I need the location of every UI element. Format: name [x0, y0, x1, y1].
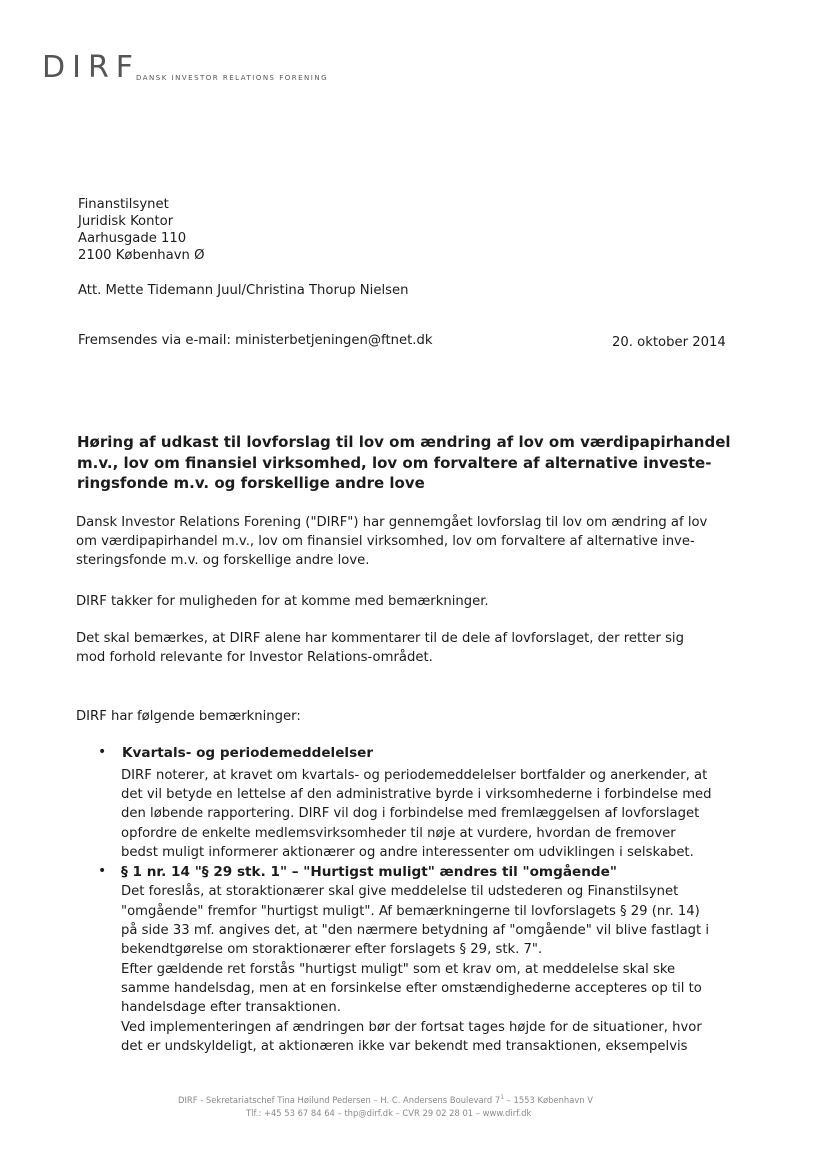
- remark-line: Det foreslås, at storaktionærer skal give meddelelse til udstederen og Finanstilsynet: [121, 884, 679, 899]
- remark-line: DIRF noterer, at kravet om kvartals- og periodemeddelelser bortfalder og anerkender, at: [121, 768, 708, 783]
- footer-superscript: 1: [500, 1094, 505, 1101]
- footer-city: – 1553 København V: [504, 1094, 593, 1105]
- remark-line: opfordre de enkelte medlemsvirksomheder til nøje at vurdere, hvordan de fremover: [121, 826, 676, 841]
- remark-line: bekendtgørelse om storaktionærer efter forslagets § 29, stk. 7".: [121, 942, 543, 957]
- logo-tagline: DANSK INVESTOR RELATIONS FORENING: [136, 74, 329, 82]
- recipient-line: Aarhusgade 110: [78, 231, 187, 246]
- title-line: ringsfonde m.v. og forskellige andre love: [77, 474, 425, 492]
- remark-line: det er undskyldeligt, at aktionæren ikke var bekendt med transaktionen, eksempelvis: [121, 1039, 688, 1054]
- remark-heading: § 1 nr. 14 "§ 29 stk. 1" – "Hurtigst muligt" ændres til "omgående": [121, 864, 617, 880]
- remark-heading: Kvartals- og periodemeddelelser: [122, 745, 374, 761]
- footer-address-text: DIRF - Sekretariatschef Tina Høilund Pedersen – H. C. Andersens Boulevard 7: [178, 1094, 501, 1105]
- paragraph-line: Dansk Investor Relations Forening ("DIRF") har gennemgået lovforslag til lov om ændring af lov: [76, 515, 708, 530]
- remark-line: handelsdage efter transaktionen.: [121, 1000, 341, 1015]
- remark-line: på side 33 mf. angives det, at "den nærmere betydning af "omgående" vil blive fastlagt i: [121, 923, 710, 938]
- paragraph-line: Det skal bemærkes, at DIRF alene har kommentarer til de dele af lovforslaget, der retter sig: [76, 631, 684, 646]
- remark-line: den løbende rapportering. DIRF vil dog i forbindelse med fremlæggelsen af lovforslaget: [121, 806, 700, 821]
- remark-line: det vil betyde en lettelse af den administrative byrde i virksomhederne i forbindelse med: [121, 787, 712, 802]
- remarks-intro: DIRF har følgende bemærkninger:: [76, 709, 301, 724]
- paragraph-line: steringsfonde m.v. og forskellige andre love.: [76, 553, 370, 568]
- title-line: m.v., lov om finansiel virksomhed, lov om forvaltere af alternative investe-: [77, 454, 712, 472]
- recipient-line: 2100 København Ø: [78, 248, 205, 263]
- footer-address: [178, 1092, 593, 1106]
- thanks-paragraph: DIRF takker for muligheden for at komme med bemærkninger.: [76, 594, 489, 609]
- letter-date: 20. oktober 2014: [612, 335, 726, 350]
- bullet-marker: •: [98, 744, 107, 760]
- paragraph-line: om værdipapirhandel m.v., lov om finansiel virksomhed, lov om forvaltere af alternative inve-: [76, 534, 695, 549]
- remark-line: Efter gældende ret forstås "hurtigst muligt" som et krav om, at meddelelse skal ske: [121, 962, 676, 977]
- remark-line: samme handelsdag, men at en forsinkelse efter omstændighederne accepteres op til to: [121, 981, 702, 996]
- paragraph-line: mod forhold relevante for Investor Relations-området.: [76, 650, 433, 665]
- sent-via-email: Fremsendes via e-mail: ministerbetjeningen@ftnet.dk: [78, 333, 433, 348]
- remark-line: bedst muligt informerer aktionærer og andre interessenter om udviklingen i selskabet.: [121, 845, 694, 860]
- recipient-line: Finanstilsynet: [78, 197, 169, 212]
- attention-line: Att. Mette Tidemann Juul/Christina Thorup Nielsen: [78, 283, 409, 298]
- recipient-line: Juridisk Kontor: [78, 214, 174, 229]
- bullet-marker: •: [98, 863, 107, 879]
- remark-line: Ved implementeringen af ændringen bør der fortsat tages højde for de situationer, hvor: [121, 1020, 702, 1035]
- title-line: Høring af udkast til lovforslag til lov om ændring af lov om værdipapirhandel: [77, 433, 731, 451]
- remark-line: "omgående" fremfor "hurtigst muligt". Af bemærkningerne til lovforslagets § 29 (nr. 14): [121, 904, 700, 919]
- footer-contact: Tlf.: +45 53 67 84 64 – thp@dirf.dk – CVR 29 02 28 01 – www.dirf.dk: [246, 1108, 532, 1118]
- logo-wordmark: DIRF: [42, 50, 141, 85]
